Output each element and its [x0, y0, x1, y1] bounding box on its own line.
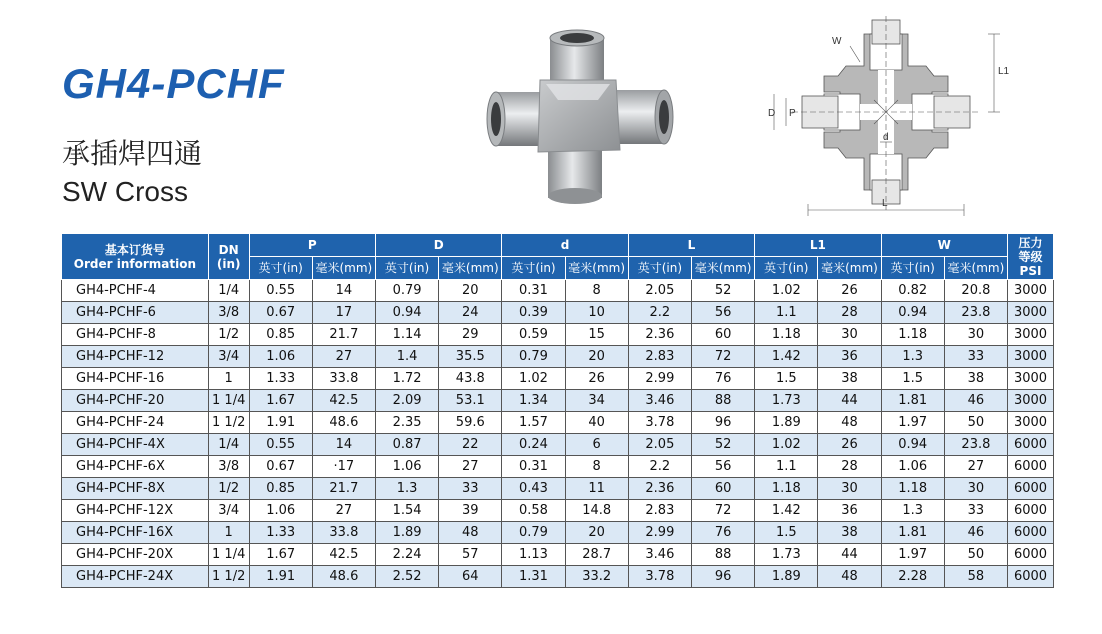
label-l1: L1: [998, 66, 1010, 77]
table-row: [62, 522, 1054, 544]
table-cell: 1.73: [755, 390, 818, 412]
table-cell: 2.05: [628, 280, 691, 302]
table-cell: 23.8: [944, 302, 1007, 324]
table-cell: 0.55: [249, 434, 312, 456]
table-cell: 1.34: [502, 390, 565, 412]
table-cell: 30: [944, 478, 1007, 500]
table-cell: 1.5: [755, 368, 818, 390]
header-pressure-3: PSI: [1019, 263, 1042, 278]
table-cell: 0.85: [249, 478, 312, 500]
table-cell: 33: [944, 346, 1007, 368]
table-cell: 0.79: [502, 346, 565, 368]
order-number-cell: GH4-PCHF-16X: [62, 522, 209, 544]
table-cell: 2.2: [628, 456, 691, 478]
table-cell: 30: [944, 324, 1007, 346]
table-row: [62, 280, 1054, 302]
table-cell: 1.81: [881, 522, 944, 544]
table-cell: 2.36: [628, 324, 691, 346]
table-cell: 1/4: [208, 434, 249, 456]
table-cell: 33.8: [312, 522, 375, 544]
table-cell: 1.18: [881, 324, 944, 346]
table-cell: 0.39: [502, 302, 565, 324]
order-number-cell: GH4-PCHF-4: [62, 280, 209, 302]
table-cell: 14: [312, 434, 375, 456]
table-cell: 50: [944, 412, 1007, 434]
order-number-cell: GH4-PCHF-6: [62, 302, 209, 324]
table-cell: 0.43: [502, 478, 565, 500]
table-cell: 2.35: [375, 412, 438, 434]
table-cell: 0.94: [881, 434, 944, 456]
table-cell: 3/4: [208, 346, 249, 368]
table-cell: 33: [439, 478, 502, 500]
table-cell: 1.3: [375, 478, 438, 500]
table-cell: 6000: [1008, 500, 1054, 522]
table-cell: 27: [439, 456, 502, 478]
table-cell: 1.06: [881, 456, 944, 478]
table-cell: 42.5: [312, 544, 375, 566]
table-cell: 43.8: [439, 368, 502, 390]
table-cell: 38: [818, 368, 881, 390]
table-cell: 1.91: [249, 566, 312, 588]
table-cell: 0.24: [502, 434, 565, 456]
header-pressure: [1008, 234, 1054, 280]
table-cell: 2.09: [375, 390, 438, 412]
table-cell: 3.46: [628, 544, 691, 566]
table-cell: 24: [439, 302, 502, 324]
header-group-d-outer: D: [375, 234, 501, 257]
header-unit-mm: 毫米(mm): [439, 257, 502, 280]
table-row: [62, 324, 1054, 346]
header-group-l1: L1: [755, 234, 881, 257]
table-cell: 1/2: [208, 478, 249, 500]
table-cell: 76: [691, 368, 754, 390]
table-cell: 3000: [1008, 390, 1054, 412]
table-cell: 2.36: [628, 478, 691, 500]
table-cell: 3.78: [628, 412, 691, 434]
table-cell: 35.5: [439, 346, 502, 368]
table-cell: 1.97: [881, 544, 944, 566]
table-cell: 56: [691, 456, 754, 478]
table-cell: 3000: [1008, 346, 1054, 368]
table-cell: 1.33: [249, 522, 312, 544]
order-number-cell: GH4-PCHF-8X: [62, 478, 209, 500]
table-cell: 3.46: [628, 390, 691, 412]
header-unit-in: 英寸(in): [249, 257, 312, 280]
header-unit-in: 英寸(in): [375, 257, 438, 280]
table-cell: 6000: [1008, 544, 1054, 566]
table-cell: 52: [691, 434, 754, 456]
table-row: [62, 566, 1054, 588]
table-cell: 88: [691, 390, 754, 412]
table-cell: 1.89: [375, 522, 438, 544]
table-cell: 10: [565, 302, 628, 324]
table-cell: 0.94: [375, 302, 438, 324]
table-cell: 48.6: [312, 412, 375, 434]
order-number-cell: GH4-PCHF-8: [62, 324, 209, 346]
table-cell: 6: [565, 434, 628, 456]
table-row: [62, 412, 1054, 434]
table-cell: 1.33: [249, 368, 312, 390]
table-cell: 52: [691, 280, 754, 302]
order-number-cell: GH4-PCHF-16: [62, 368, 209, 390]
table-cell: 48: [818, 566, 881, 588]
table-cell: 1.5: [755, 522, 818, 544]
table-cell: 28: [818, 302, 881, 324]
header-unit-in: 英寸(in): [628, 257, 691, 280]
table-cell: 17: [312, 302, 375, 324]
table-cell: 1: [208, 522, 249, 544]
table-cell: 53.1: [439, 390, 502, 412]
table-row: [62, 478, 1054, 500]
table-cell: 11: [565, 478, 628, 500]
table-row: [62, 544, 1054, 566]
table-cell: 3000: [1008, 412, 1054, 434]
table-cell: 44: [818, 390, 881, 412]
table-cell: 60: [691, 478, 754, 500]
header-group-w: W: [881, 234, 1007, 257]
table-cell: 59.6: [439, 412, 502, 434]
table-cell: 6000: [1008, 456, 1054, 478]
table-cell: 0.79: [375, 280, 438, 302]
header-unit-mm: 毫米(mm): [944, 257, 1007, 280]
table-cell: 0.31: [502, 280, 565, 302]
table-cell: 46: [944, 390, 1007, 412]
header-unit-in: 英寸(in): [502, 257, 565, 280]
table-cell: 46: [944, 522, 1007, 544]
table-cell: 88: [691, 544, 754, 566]
table-cell: 72: [691, 500, 754, 522]
table-cell: 0.59: [502, 324, 565, 346]
table-cell: 1.18: [755, 478, 818, 500]
table-cell: 33.8: [312, 368, 375, 390]
table-cell: 64: [439, 566, 502, 588]
table-cell: 1.91: [249, 412, 312, 434]
table-cell: 8: [565, 456, 628, 478]
table-cell: 39: [439, 500, 502, 522]
table-cell: 1.97: [881, 412, 944, 434]
header-group-d-inner: d: [502, 234, 628, 257]
table-cell: 48.6: [312, 566, 375, 588]
table-cell: 26: [818, 280, 881, 302]
table-cell: 26: [818, 434, 881, 456]
table-cell: 33.2: [565, 566, 628, 588]
table-row: [62, 302, 1054, 324]
table-cell: 1.18: [755, 324, 818, 346]
table-cell: 28.7: [565, 544, 628, 566]
table-cell: 48: [818, 412, 881, 434]
order-number-cell: GH4-PCHF-6X: [62, 456, 209, 478]
table-row: [62, 434, 1054, 456]
table-cell: 21.7: [312, 324, 375, 346]
table-cell: 1.57: [502, 412, 565, 434]
technical-drawing: [766, 14, 1016, 218]
product-photo: [480, 28, 680, 208]
table-cell: 42.5: [312, 390, 375, 412]
table-cell: 29: [439, 324, 502, 346]
product-name-cn: 承插焊四通: [62, 137, 203, 170]
table-cell: 1.5: [881, 368, 944, 390]
spec-table: [61, 233, 1054, 588]
table-cell: 2.99: [628, 522, 691, 544]
table-cell: 1.89: [755, 412, 818, 434]
table-cell: 1 1/2: [208, 566, 249, 588]
table-cell: 20: [565, 346, 628, 368]
table-cell: 1.42: [755, 346, 818, 368]
table-cell: 0.31: [502, 456, 565, 478]
table-cell: 0.79: [502, 522, 565, 544]
table-cell: 1.13: [502, 544, 565, 566]
product-model-title: GH4-PCHF: [62, 60, 285, 107]
table-cell: 27: [944, 456, 1007, 478]
table-cell: 1.81: [881, 390, 944, 412]
table-cell: 57: [439, 544, 502, 566]
order-number-cell: GH4-PCHF-20: [62, 390, 209, 412]
table-row: [62, 456, 1054, 478]
table-cell: 58: [944, 566, 1007, 588]
table-cell: 2.52: [375, 566, 438, 588]
table-cell: 3.78: [628, 566, 691, 588]
table-cell: 30: [818, 478, 881, 500]
order-number-cell: GH4-PCHF-12X: [62, 500, 209, 522]
table-cell: 0.67: [249, 456, 312, 478]
table-cell: 0.87: [375, 434, 438, 456]
table-cell: 1.4: [375, 346, 438, 368]
table-cell: 1.3: [881, 346, 944, 368]
table-cell: 0.85: [249, 324, 312, 346]
table-cell: 1.67: [249, 544, 312, 566]
table-cell: 2.2: [628, 302, 691, 324]
table-cell: 3/8: [208, 302, 249, 324]
table-cell: 1.06: [375, 456, 438, 478]
table-cell: 1 1/4: [208, 544, 249, 566]
table-cell: 3000: [1008, 302, 1054, 324]
header-unit-in: 英寸(in): [881, 257, 944, 280]
header-dn-unit: (in): [216, 256, 241, 271]
table-cell: 1.02: [502, 368, 565, 390]
table-cell: 8: [565, 280, 628, 302]
table-cell: 20.8: [944, 280, 1007, 302]
table-cell: 72: [691, 346, 754, 368]
table-cell: 1.54: [375, 500, 438, 522]
table-cell: 1: [208, 368, 249, 390]
table-cell: 21.7: [312, 478, 375, 500]
header-unit-mm: 毫米(mm): [312, 257, 375, 280]
table-cell: 1.3: [881, 500, 944, 522]
table-cell: 0.67: [249, 302, 312, 324]
table-cell: 38: [818, 522, 881, 544]
header-order-en: Order information: [73, 256, 197, 271]
header-dn-label: DN: [218, 242, 239, 257]
label-p: P: [789, 108, 796, 119]
table-cell: 6000: [1008, 566, 1054, 588]
table-cell: 27: [312, 346, 375, 368]
table-cell: 76: [691, 522, 754, 544]
table-cell: 1.67: [249, 390, 312, 412]
table-row: [62, 390, 1054, 412]
table-row: [62, 346, 1054, 368]
header-unit-mm: 毫米(mm): [691, 257, 754, 280]
table-cell: 34: [565, 390, 628, 412]
table-cell: 1 1/4: [208, 390, 249, 412]
table-cell: 1.1: [755, 302, 818, 324]
order-number-cell: GH4-PCHF-20X: [62, 544, 209, 566]
table-cell: 20: [565, 522, 628, 544]
table-cell: 14: [312, 280, 375, 302]
label-l: L: [882, 198, 888, 209]
table-cell: 2.05: [628, 434, 691, 456]
table-cell: 2.28: [881, 566, 944, 588]
table-cell: 22: [439, 434, 502, 456]
table-cell: 2.83: [628, 500, 691, 522]
table-cell: 0.94: [881, 302, 944, 324]
table-cell: 60: [691, 324, 754, 346]
order-number-cell: GH4-PCHF-24: [62, 412, 209, 434]
table-cell: 56: [691, 302, 754, 324]
table-cell: 1 1/2: [208, 412, 249, 434]
table-cell: 44: [818, 544, 881, 566]
table-cell: 3/8: [208, 456, 249, 478]
label-d-inner: d: [883, 132, 889, 143]
table-cell: 1.06: [249, 346, 312, 368]
table-cell: 6000: [1008, 522, 1054, 544]
table-cell: 3000: [1008, 368, 1054, 390]
order-number-cell: GH4-PCHF-12: [62, 346, 209, 368]
table-cell: 50: [944, 544, 1007, 566]
table-cell: 1/2: [208, 324, 249, 346]
table-cell: 0.58: [502, 500, 565, 522]
table-cell: 36: [818, 500, 881, 522]
table-cell: ·17: [312, 456, 375, 478]
table-cell: 27: [312, 500, 375, 522]
table-cell: 15: [565, 324, 628, 346]
table-cell: 30: [818, 324, 881, 346]
table-cell: 3/4: [208, 500, 249, 522]
order-number-cell: GH4-PCHF-24X: [62, 566, 209, 588]
table-cell: 14.8: [565, 500, 628, 522]
table-cell: 1.31: [502, 566, 565, 588]
table-cell: 6000: [1008, 434, 1054, 456]
header-unit-mm: 毫米(mm): [565, 257, 628, 280]
table-cell: 36: [818, 346, 881, 368]
table-cell: 96: [691, 412, 754, 434]
header-unit-mm: 毫米(mm): [818, 257, 881, 280]
table-cell: 1.72: [375, 368, 438, 390]
table-cell: 2.24: [375, 544, 438, 566]
table-row: [62, 500, 1054, 522]
order-number-cell: GH4-PCHF-4X: [62, 434, 209, 456]
label-w: W: [832, 36, 842, 47]
table-cell: 6000: [1008, 478, 1054, 500]
header-group-p: P: [249, 234, 375, 257]
table-cell: 20: [439, 280, 502, 302]
table-cell: 2.83: [628, 346, 691, 368]
table-cell: 1.02: [755, 280, 818, 302]
table-cell: 96: [691, 566, 754, 588]
table-cell: 0.55: [249, 280, 312, 302]
header-pressure-2: 等级: [1018, 249, 1043, 264]
table-cell: 1.06: [249, 500, 312, 522]
header-order-cn: 基本订货号: [104, 242, 165, 257]
header-unit-in: 英寸(in): [755, 257, 818, 280]
table-cell: 38: [944, 368, 1007, 390]
table-cell: 1.89: [755, 566, 818, 588]
product-name-en: SW Cross: [62, 176, 188, 207]
table-cell: 26: [565, 368, 628, 390]
table-cell: 0.82: [881, 280, 944, 302]
label-d-outer: D: [768, 108, 776, 119]
table-cell: 40: [565, 412, 628, 434]
table-cell: 1.02: [755, 434, 818, 456]
table-cell: 1.73: [755, 544, 818, 566]
table-cell: 2.99: [628, 368, 691, 390]
table-cell: 48: [439, 522, 502, 544]
table-cell: 28: [818, 456, 881, 478]
table-cell: 3000: [1008, 280, 1054, 302]
table-cell: 1.42: [755, 500, 818, 522]
header-dn: [208, 234, 249, 280]
table-cell: 1.14: [375, 324, 438, 346]
table-cell: 33: [944, 500, 1007, 522]
table-cell: 23.8: [944, 434, 1007, 456]
table-row: [62, 368, 1054, 390]
header-pressure-1: 压力: [1018, 235, 1043, 250]
header-order: [62, 234, 209, 280]
header-group-l: L: [628, 234, 754, 257]
table-cell: 1/4: [208, 280, 249, 302]
table-cell: 1.1: [755, 456, 818, 478]
table-cell: 1.18: [881, 478, 944, 500]
table-cell: 3000: [1008, 324, 1054, 346]
